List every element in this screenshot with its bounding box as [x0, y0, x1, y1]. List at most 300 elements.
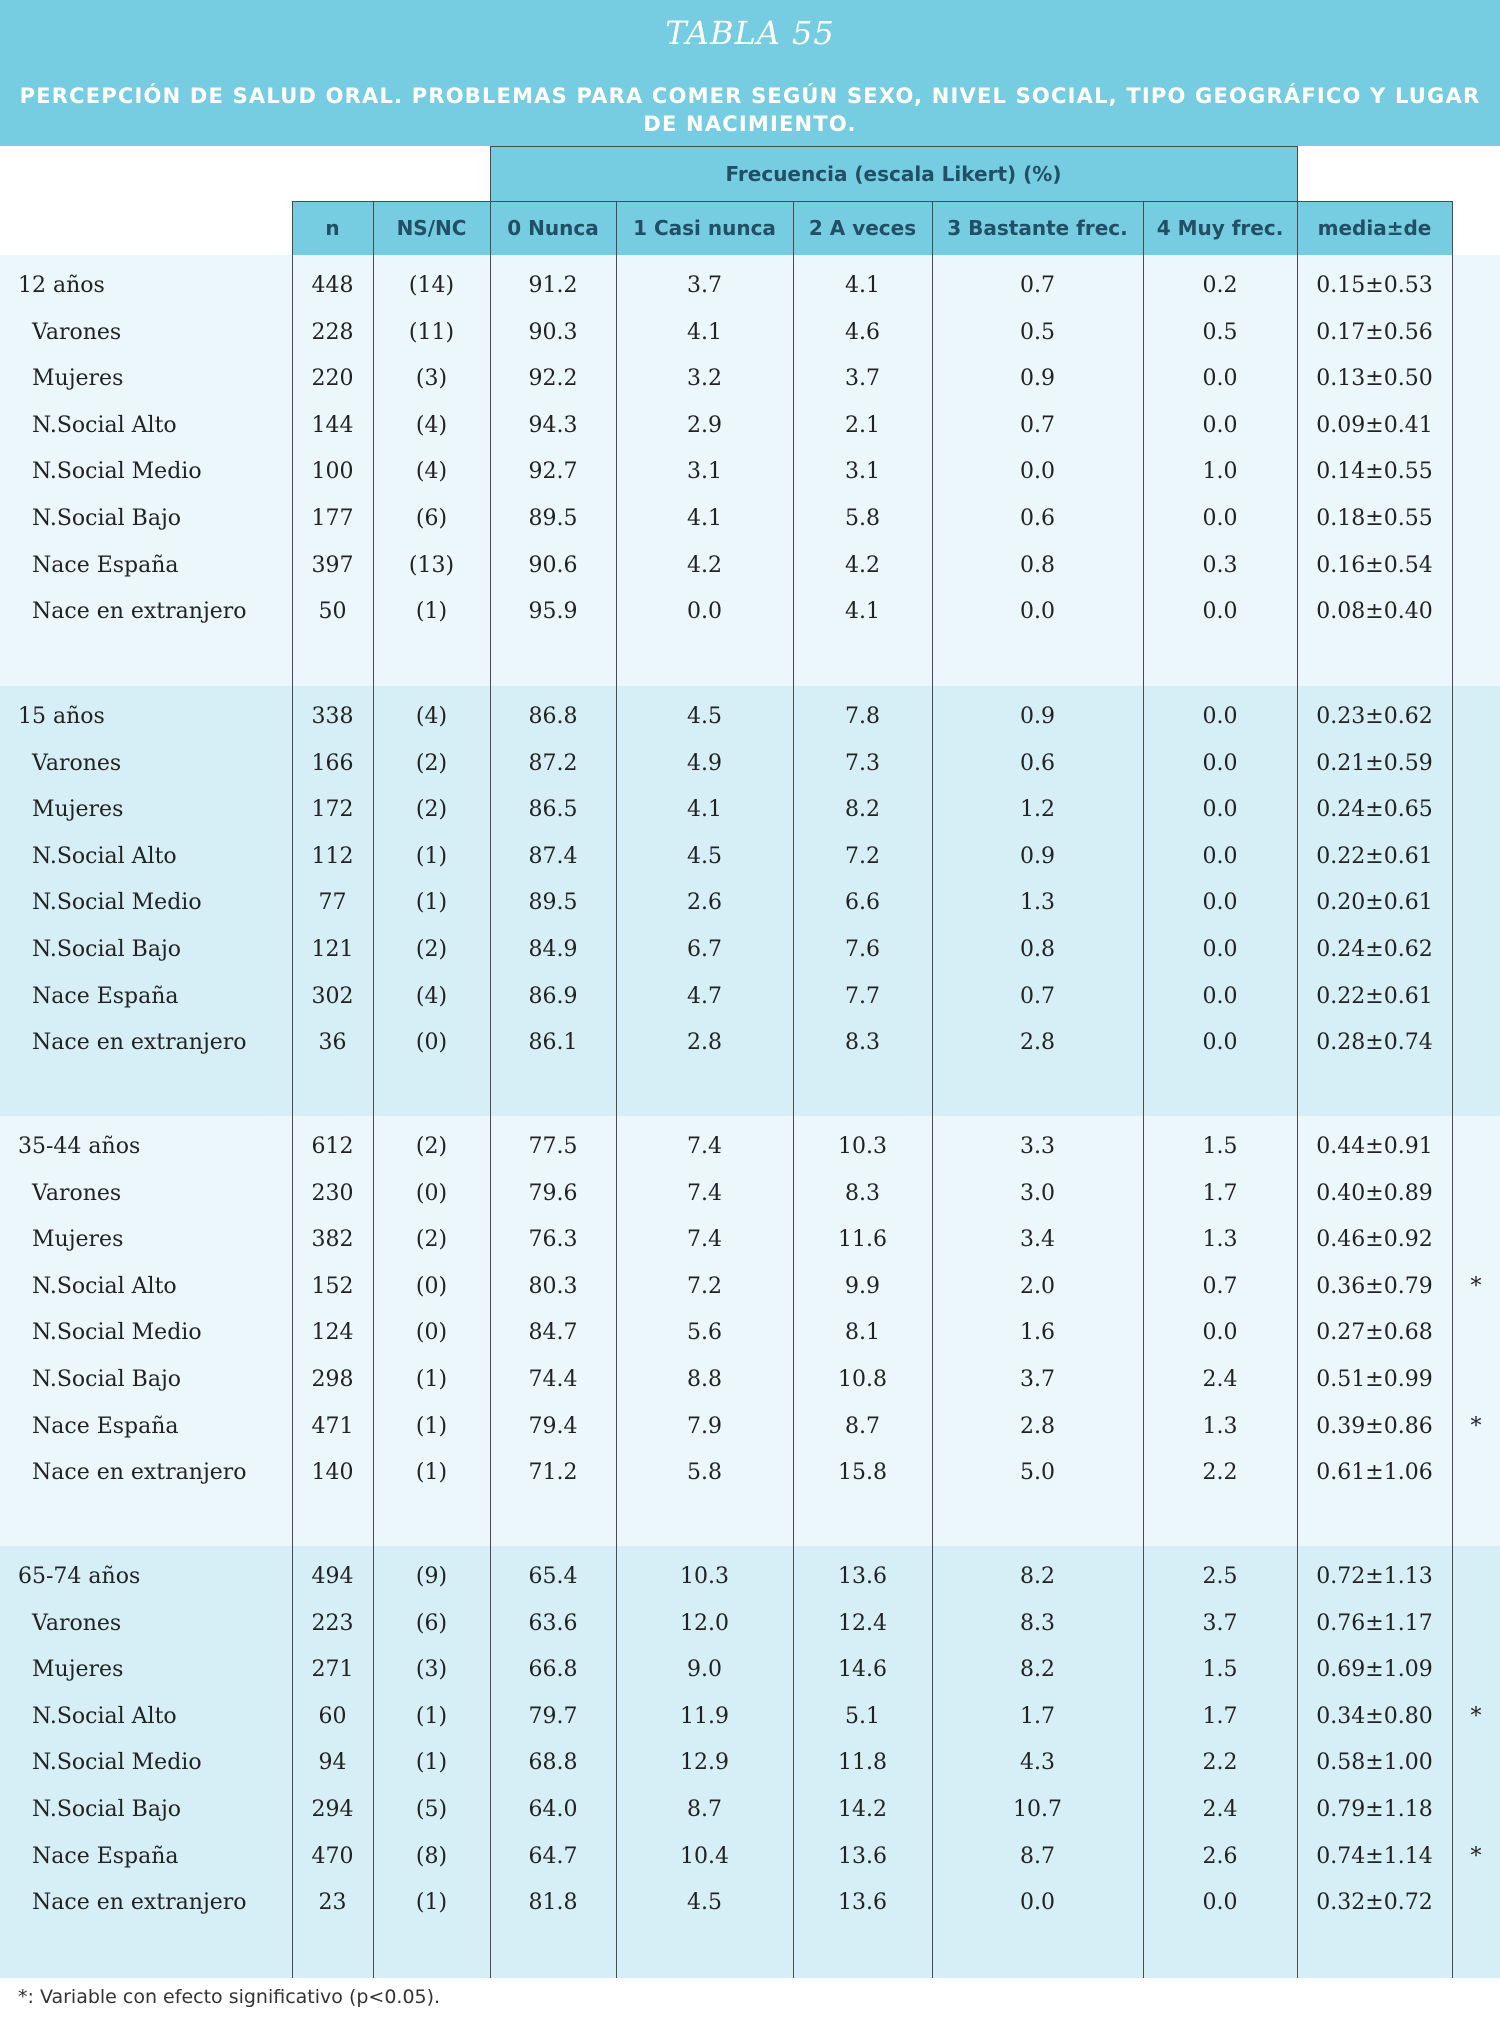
cell-v2: 7.8	[845, 704, 880, 729]
cell-v0: 90.3	[528, 319, 578, 345]
cell-mean: 0.22±0.61	[1316, 983, 1433, 1009]
cell-mean: 0.61±1.06	[1316, 1460, 1433, 1486]
cell-mean: 0.34±0.80	[1316, 1703, 1433, 1729]
cell-sig	[1452, 263, 1500, 309]
table-number: TABLA 55	[665, 14, 835, 52]
grid-line-vertical	[616, 201, 617, 1978]
cell-sig	[1452, 694, 1500, 740]
cell-sig	[1452, 1171, 1500, 1217]
cell-v3: 5.0	[1020, 1460, 1055, 1486]
cell-v3: 8.3	[1020, 1610, 1055, 1636]
cell-v0: 80.3	[528, 1273, 578, 1299]
cell-v3: 0.8	[1020, 937, 1055, 962]
cell-v4: 0.0	[1202, 1890, 1238, 1916]
cell-v4: 0.0	[1202, 797, 1238, 823]
cell-v1: 4.7	[687, 983, 722, 1009]
cell-n: 471	[311, 1413, 354, 1439]
cell-v2: 8.7	[845, 1413, 880, 1439]
cell-label: N.Social Alto	[32, 412, 177, 438]
cell-sig	[1452, 741, 1500, 787]
cell-label: Mujeres	[32, 1227, 124, 1253]
cell-sig	[1452, 543, 1500, 589]
cell-label: Nace España	[32, 552, 179, 578]
cell-v4: 2.2	[1202, 1460, 1238, 1486]
cell-v3: 0.0	[1020, 1890, 1055, 1916]
cell-label: N.Social Alto	[32, 1273, 177, 1299]
cell-mean: 0.23±0.62	[1316, 704, 1433, 729]
grid-line-vertical	[932, 201, 933, 1978]
cell-nsnc: (6)	[415, 506, 448, 531]
cell-v4: 3.7	[1202, 1610, 1238, 1636]
cell-v0: 92.2	[528, 366, 578, 392]
cell-v1: 7.9	[687, 1413, 722, 1439]
cell-n: 382	[311, 1227, 354, 1253]
cell-label: Nace España	[32, 1843, 179, 1869]
cell-v4: 0.5	[1202, 319, 1238, 345]
cell-nsnc: (1)	[415, 599, 448, 625]
cell-nsnc: (4)	[415, 412, 448, 438]
cell-sig: *	[1470, 1413, 1482, 1439]
cell-v1: 3.1	[687, 459, 722, 485]
cell-mean: 0.32±0.72	[1316, 1890, 1433, 1916]
cell-v2: 2.1	[845, 412, 880, 438]
cell-v0: 79.6	[528, 1180, 578, 1206]
cell-v2: 3.7	[845, 366, 880, 392]
cell-label: Nace en extranjero	[32, 1890, 247, 1916]
cell-n: 177	[311, 506, 354, 531]
cell-label: Mujeres	[32, 366, 124, 392]
cell-v3: 1.7	[1020, 1703, 1055, 1729]
cell-nsnc: (1)	[415, 1413, 448, 1439]
cell-nsnc: (0)	[415, 1320, 448, 1346]
cell-v3: 3.0	[1020, 1180, 1055, 1206]
cell-n: 338	[311, 704, 354, 729]
cell-v0: 86.1	[528, 1030, 578, 1056]
cell-mean: 0.15±0.53	[1316, 273, 1433, 298]
cell-label: N.Social Medio	[32, 1320, 202, 1346]
cell-nsnc: (4)	[415, 983, 448, 1009]
cell-v3: 0.6	[1020, 750, 1055, 776]
cell-v0: 89.5	[528, 506, 578, 531]
cell-v0: 91.2	[528, 273, 578, 298]
cell-v3: 2.0	[1020, 1273, 1055, 1299]
cell-v4: 0.2	[1202, 273, 1238, 298]
cell-v4: 0.0	[1202, 412, 1238, 438]
cell-label: N.Social Alto	[32, 843, 177, 869]
cell-v4: 2.2	[1202, 1750, 1238, 1776]
cell-n: 228	[311, 319, 354, 345]
cell-n: 112	[311, 843, 354, 869]
cell-v3: 1.2	[1020, 797, 1055, 823]
cell-label: N.Social Medio	[32, 890, 202, 916]
cell-v3: 0.7	[1020, 412, 1055, 438]
cell-v2: 11.6	[838, 1227, 887, 1253]
cell-mean: 0.79±1.18	[1316, 1797, 1433, 1822]
cell-label: N.Social Bajo	[32, 1367, 182, 1392]
cell-mean: 0.74±1.14	[1316, 1843, 1433, 1869]
cell-v4: 0.0	[1202, 704, 1238, 729]
cell-v1: 10.3	[680, 1564, 729, 1589]
cell-v2: 14.6	[838, 1657, 887, 1683]
cell-v1: 10.4	[680, 1843, 729, 1869]
cell-sig	[1452, 1787, 1500, 1833]
cell-v1: 8.8	[687, 1367, 722, 1392]
cell-v0: 89.5	[528, 890, 578, 916]
cell-sig	[1452, 589, 1500, 635]
cell-mean: 0.39±0.86	[1316, 1413, 1433, 1439]
cell-nsnc: (1)	[415, 1890, 448, 1916]
cell-label: N.Social Bajo	[32, 506, 182, 531]
cell-v2: 7.2	[845, 843, 880, 869]
cell-n: 36	[318, 1030, 347, 1056]
cell-nsnc: (2)	[415, 937, 448, 962]
cell-v3: 0.7	[1020, 983, 1055, 1009]
cell-v0: 86.8	[528, 704, 578, 729]
cell-v0: 90.6	[528, 552, 578, 578]
col-header-bastante-frec: 3 Bastante frec.	[932, 201, 1143, 255]
cell-sig	[1452, 787, 1500, 833]
cell-label: Varones	[32, 1610, 122, 1636]
cell-nsnc: (14)	[408, 273, 455, 298]
col-header-muy-frec: 4 Muy frec.	[1143, 201, 1297, 255]
cell-v2: 5.8	[845, 506, 880, 531]
cell-v2: 4.1	[845, 273, 880, 298]
cell-label: N.Social Medio	[32, 459, 202, 485]
cell-v3: 2.8	[1020, 1030, 1055, 1056]
cell-sig	[1452, 1357, 1500, 1403]
cell-label: 12 años	[18, 273, 105, 298]
cell-n: 302	[311, 983, 354, 1009]
cell-n: 77	[318, 890, 347, 916]
cell-v4: 0.0	[1202, 937, 1238, 962]
cell-n: 172	[311, 797, 354, 823]
cell-v0: 84.7	[528, 1320, 578, 1346]
col-header-n: n	[292, 201, 373, 255]
cell-v2: 6.6	[845, 890, 880, 916]
cell-v3: 3.3	[1020, 1134, 1055, 1159]
cell-n: 298	[311, 1367, 354, 1392]
cell-v0: 87.2	[528, 750, 578, 776]
cell-label: Varones	[32, 1180, 122, 1206]
cell-nsnc: (1)	[415, 1367, 448, 1392]
grid-line-vertical	[1297, 146, 1298, 1978]
cell-mean: 0.16±0.54	[1316, 552, 1433, 578]
cell-v4: 0.0	[1202, 750, 1238, 776]
cell-v0: 64.7	[528, 1843, 578, 1869]
cell-v1: 12.0	[680, 1610, 729, 1636]
cell-label: N.Social Bajo	[32, 1797, 182, 1822]
cell-v2: 8.3	[845, 1030, 880, 1056]
cell-sig: *	[1470, 1843, 1482, 1869]
cell-v3: 2.8	[1020, 1413, 1055, 1439]
cell-sig	[1452, 1310, 1500, 1356]
cell-sig	[1452, 1124, 1500, 1170]
cell-nsnc: (4)	[415, 704, 448, 729]
cell-sig	[1452, 1647, 1500, 1693]
grid-line-horizontal	[490, 146, 1297, 147]
cell-v1: 4.5	[687, 1890, 722, 1916]
cell-mean: 0.46±0.92	[1316, 1227, 1433, 1253]
cell-v0: 64.0	[528, 1797, 578, 1822]
cell-nsnc: (2)	[415, 1227, 448, 1253]
cell-v4: 2.4	[1202, 1797, 1238, 1822]
cell-v4: 1.5	[1202, 1134, 1238, 1159]
cell-nsnc: (0)	[415, 1273, 448, 1299]
cell-mean: 0.20±0.61	[1316, 890, 1433, 916]
cell-nsnc: (4)	[415, 459, 448, 485]
cell-v2: 13.6	[838, 1564, 887, 1589]
cell-mean: 0.13±0.50	[1316, 366, 1433, 392]
cell-v2: 4.6	[845, 319, 880, 345]
cell-mean: 0.09±0.41	[1316, 412, 1433, 438]
cell-v3: 1.3	[1020, 890, 1055, 916]
cell-label: N.Social Bajo	[32, 937, 182, 962]
cell-mean: 0.76±1.17	[1316, 1610, 1433, 1636]
cell-n: 140	[311, 1460, 354, 1486]
cell-v4: 1.3	[1202, 1227, 1238, 1253]
cell-v4: 0.0	[1202, 1030, 1238, 1056]
cell-v2: 7.7	[845, 983, 880, 1009]
cell-n: 220	[311, 366, 354, 392]
cell-label: Nace España	[32, 1413, 179, 1439]
cell-v4: 1.7	[1202, 1180, 1238, 1206]
grid-line-vertical	[490, 146, 491, 1978]
cell-label: 35-44 años	[18, 1134, 141, 1159]
cell-label: 65-74 años	[18, 1564, 141, 1589]
cell-v0: 86.5	[528, 797, 578, 823]
grid-line-vertical	[373, 201, 374, 1978]
cell-v1: 4.1	[687, 797, 722, 823]
cell-nsnc: (13)	[408, 552, 455, 578]
cell-mean: 0.69±1.09	[1316, 1657, 1433, 1683]
cell-sig	[1452, 927, 1500, 973]
cell-v1: 7.4	[687, 1134, 722, 1159]
cell-v1: 4.2	[687, 552, 722, 578]
cell-sig: *	[1470, 1703, 1482, 1729]
cell-v0: 86.9	[528, 983, 578, 1009]
cell-v0: 71.2	[528, 1460, 578, 1486]
cell-v2: 3.1	[845, 459, 880, 485]
cell-v2: 8.1	[845, 1320, 880, 1346]
cell-n: 94	[318, 1750, 347, 1776]
cell-sig	[1452, 1217, 1500, 1263]
cell-nsnc: (1)	[415, 1703, 448, 1729]
cell-v4: 0.0	[1202, 506, 1238, 531]
cell-n: 121	[311, 937, 354, 962]
group-header-frecuencia: Frecuencia (escala Likert) (%)	[490, 146, 1297, 201]
cell-mean: 0.51±0.99	[1316, 1367, 1433, 1392]
cell-n: 223	[311, 1610, 354, 1636]
cell-v1: 12.9	[680, 1750, 729, 1776]
cell-v0: 94.3	[528, 412, 578, 438]
cell-n: 397	[311, 552, 354, 578]
cell-n: 612	[311, 1134, 354, 1159]
cell-nsnc: (8)	[415, 1843, 448, 1869]
col-header-nsnc: NS/NC	[373, 201, 490, 255]
col-header-a-veces: 2 A veces	[793, 201, 932, 255]
cell-v4: 0.0	[1202, 366, 1238, 392]
cell-v1: 5.6	[687, 1320, 722, 1346]
grid-line-vertical	[1143, 201, 1144, 1978]
cell-sig	[1452, 310, 1500, 356]
cell-sig	[1452, 449, 1500, 495]
cell-v0: 66.8	[528, 1657, 578, 1683]
cell-mean: 0.08±0.40	[1316, 599, 1433, 625]
cell-v2: 11.8	[838, 1750, 887, 1776]
cell-n: 294	[311, 1797, 354, 1822]
cell-v4: 0.0	[1202, 1320, 1238, 1346]
cell-v1: 2.8	[687, 1030, 722, 1056]
cell-mean: 0.72±1.13	[1316, 1564, 1433, 1589]
cell-nsnc: (2)	[415, 797, 448, 823]
cell-sig	[1452, 356, 1500, 402]
cell-v0: 76.3	[528, 1227, 578, 1253]
cell-mean: 0.27±0.68	[1316, 1320, 1433, 1346]
cell-mean: 0.18±0.55	[1316, 506, 1433, 531]
cell-v3: 8.2	[1020, 1564, 1055, 1589]
cell-v1: 4.5	[687, 704, 722, 729]
cell-v2: 10.8	[838, 1367, 887, 1392]
cell-v2: 15.8	[838, 1460, 887, 1486]
cell-nsnc: (2)	[415, 1134, 448, 1159]
cell-v1: 6.7	[687, 937, 722, 962]
cell-v2: 8.2	[845, 797, 880, 823]
cell-label: Nace en extranjero	[32, 1030, 247, 1056]
cell-v4: 1.5	[1202, 1657, 1238, 1683]
grid-line-vertical	[1452, 201, 1453, 1978]
cell-sig: *	[1470, 1273, 1482, 1299]
cell-nsnc: (6)	[415, 1610, 448, 1636]
cell-v0: 74.4	[528, 1367, 578, 1392]
cell-nsnc: (11)	[408, 319, 455, 345]
cell-v2: 8.3	[845, 1180, 880, 1206]
cell-nsnc: (5)	[415, 1797, 448, 1822]
cell-v4: 1.3	[1202, 1413, 1238, 1439]
cell-v0: 87.4	[528, 843, 578, 869]
cell-v3: 4.3	[1020, 1750, 1055, 1776]
cell-v0: 65.4	[528, 1564, 578, 1589]
cell-v4: 0.0	[1202, 599, 1238, 625]
cell-v0: 95.9	[528, 599, 578, 625]
cell-v4: 2.6	[1202, 1843, 1238, 1869]
cell-mean: 0.14±0.55	[1316, 459, 1433, 485]
cell-label: Nace en extranjero	[32, 599, 247, 625]
cell-mean: 0.24±0.62	[1316, 937, 1433, 962]
cell-v1: 3.7	[687, 273, 722, 298]
cell-n: 144	[311, 412, 354, 438]
cell-v3: 0.9	[1020, 843, 1055, 869]
cell-label: 15 años	[18, 704, 105, 729]
cell-v2: 5.1	[845, 1703, 880, 1729]
cell-sig	[1452, 403, 1500, 449]
cell-v0: 63.6	[528, 1610, 578, 1636]
cell-n: 271	[311, 1657, 354, 1683]
cell-v2: 13.6	[838, 1843, 887, 1869]
cell-v1: 9.0	[687, 1657, 722, 1683]
cell-label: Varones	[32, 750, 122, 776]
cell-v1: 3.2	[687, 366, 722, 392]
cell-v3: 3.4	[1020, 1227, 1055, 1253]
cell-mean: 0.22±0.61	[1316, 843, 1433, 869]
cell-label: Nace en extranjero	[32, 1460, 247, 1486]
cell-v4: 2.4	[1202, 1367, 1238, 1392]
cell-n: 166	[311, 750, 354, 776]
cell-label: N.Social Alto	[32, 1703, 177, 1729]
cell-n: 100	[311, 459, 354, 485]
cell-mean: 0.44±0.91	[1316, 1134, 1433, 1159]
cell-v1: 11.9	[680, 1703, 729, 1729]
col-header-media-de: media±de	[1297, 201, 1452, 255]
cell-label: Nace España	[32, 983, 179, 1009]
cell-v1: 0.0	[687, 599, 722, 625]
cell-v1: 5.8	[687, 1460, 722, 1486]
cell-v4: 0.7	[1202, 1273, 1238, 1299]
col-header-nunca: 0 Nunca	[490, 201, 616, 255]
cell-v3: 0.5	[1020, 319, 1055, 345]
cell-mean: 0.58±1.00	[1316, 1750, 1433, 1776]
cell-v3: 10.7	[1013, 1797, 1062, 1822]
cell-nsnc: (1)	[415, 843, 448, 869]
cell-sig	[1452, 834, 1500, 880]
cell-v0: 77.5	[528, 1134, 578, 1159]
cell-v0: 79.4	[528, 1413, 578, 1439]
cell-mean: 0.40±0.89	[1316, 1180, 1433, 1206]
cell-n: 448	[311, 273, 354, 298]
cell-nsnc: (0)	[415, 1030, 448, 1056]
cell-v0: 81.8	[528, 1890, 578, 1916]
footnote: *: Variable con efecto significativo (p<0.05).	[18, 1986, 441, 2008]
cell-sig	[1452, 1554, 1500, 1600]
cell-sig	[1452, 496, 1500, 542]
cell-mean: 0.17±0.56	[1316, 319, 1433, 345]
cell-v2: 13.6	[838, 1890, 887, 1916]
cell-mean: 0.21±0.59	[1316, 750, 1433, 776]
cell-v1: 7.4	[687, 1227, 722, 1253]
cell-v3: 0.6	[1020, 506, 1055, 531]
cell-n: 124	[311, 1320, 354, 1346]
cell-n: 470	[311, 1843, 354, 1869]
table-title: PERCEPCIÓN DE SALUD ORAL. PROBLEMAS PARA COMER SEGÚN SEXO, NIVEL SOCIAL, TIPO GEOGRÁFICO Y LUGAR DE NACIMIENTO.	[19, 84, 1481, 136]
cell-mean: 0.28±0.74	[1316, 1030, 1433, 1056]
cell-nsnc: (2)	[415, 750, 448, 776]
cell-v2: 9.9	[845, 1273, 880, 1299]
grid-line-vertical	[292, 201, 293, 1978]
cell-v3: 0.9	[1020, 366, 1055, 392]
cell-v2: 10.3	[838, 1134, 887, 1159]
cell-v3: 0.0	[1020, 459, 1055, 485]
cell-n: 60	[318, 1703, 347, 1729]
cell-v0: 84.9	[528, 937, 578, 962]
cell-v1: 7.4	[687, 1180, 722, 1206]
cell-v4: 0.0	[1202, 890, 1238, 916]
cell-v4: 1.0	[1202, 459, 1238, 485]
cell-v2: 12.4	[838, 1610, 887, 1636]
cell-sig	[1452, 880, 1500, 926]
cell-v4: 1.7	[1202, 1703, 1238, 1729]
cell-v3: 3.7	[1020, 1367, 1055, 1392]
col-header-casi-nunca: 1 Casi nunca	[616, 201, 793, 255]
cell-nsnc: (1)	[415, 1460, 448, 1486]
grid-line-horizontal	[292, 201, 1452, 202]
cell-label: Mujeres	[32, 1657, 124, 1683]
cell-v4: 0.0	[1202, 983, 1238, 1009]
cell-sig	[1452, 1450, 1500, 1496]
cell-nsnc: (3)	[415, 1657, 448, 1683]
cell-v1: 7.2	[687, 1273, 722, 1299]
cell-label: N.Social Medio	[32, 1750, 202, 1776]
cell-v1: 4.1	[687, 319, 722, 345]
cell-n: 23	[318, 1890, 347, 1916]
